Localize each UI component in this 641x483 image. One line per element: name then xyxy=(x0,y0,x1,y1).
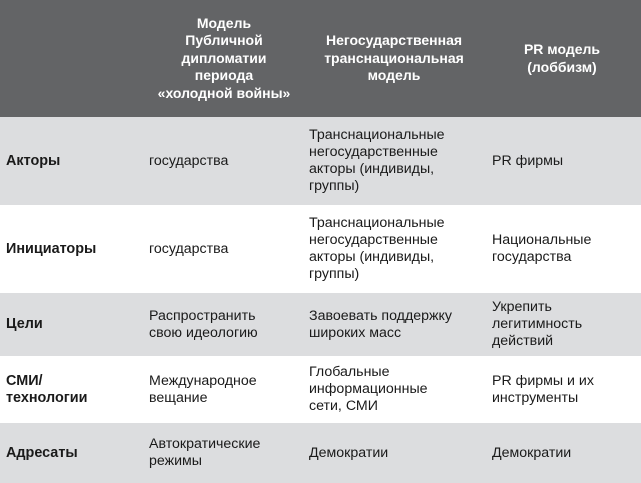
table-cell: Глобальные информационные сети, СМИ xyxy=(309,364,428,414)
header-cell-empty xyxy=(6,0,144,117)
table-row xyxy=(0,356,641,423)
table-cell: Демократии xyxy=(309,444,389,461)
row-label: Акторы xyxy=(6,152,61,169)
row-label: СМИ/ технологии xyxy=(6,372,88,406)
table-header-row xyxy=(0,0,641,117)
header-cell-pr-model: PR модель (лоббизм) xyxy=(523,41,601,75)
table-cell: Автократические режимы xyxy=(149,436,261,469)
header-cell-transnational-model: Негосударственная транснациональная модель xyxy=(324,32,464,84)
table-cell: Транснациональные негосударственные акторы (индивиды, группы) xyxy=(309,215,445,282)
header-cell-cold-war-model: Модель Публичной дипломатии периода «холодной войны» xyxy=(157,14,291,101)
table-row xyxy=(0,117,641,205)
row-label: Инициаторы xyxy=(6,240,97,257)
row-label: Цели xyxy=(6,316,43,332)
table-cell: Международное вещание xyxy=(149,372,257,406)
table-cell: государства xyxy=(149,240,229,257)
table-row xyxy=(0,423,641,483)
table-cell: Распространить свою идеологию xyxy=(149,307,258,341)
table-row xyxy=(0,205,641,293)
table-row xyxy=(0,293,641,356)
table-cell: PR фирмы xyxy=(492,152,564,169)
table-cell: PR фирмы и их инструменты xyxy=(492,372,594,406)
table-cell: Укрепить легитимность действий xyxy=(492,299,583,349)
row-label: Адресаты xyxy=(6,444,78,461)
table-cell: Завоевать поддержку широких масс xyxy=(309,307,452,341)
table-cell: Национальные государства xyxy=(492,232,592,265)
table-cell: Транснациональные негосударственные акторы (индивиды, группы) xyxy=(309,127,445,194)
table-cell: государства xyxy=(149,152,229,169)
table-cell: Демократии xyxy=(492,444,572,461)
